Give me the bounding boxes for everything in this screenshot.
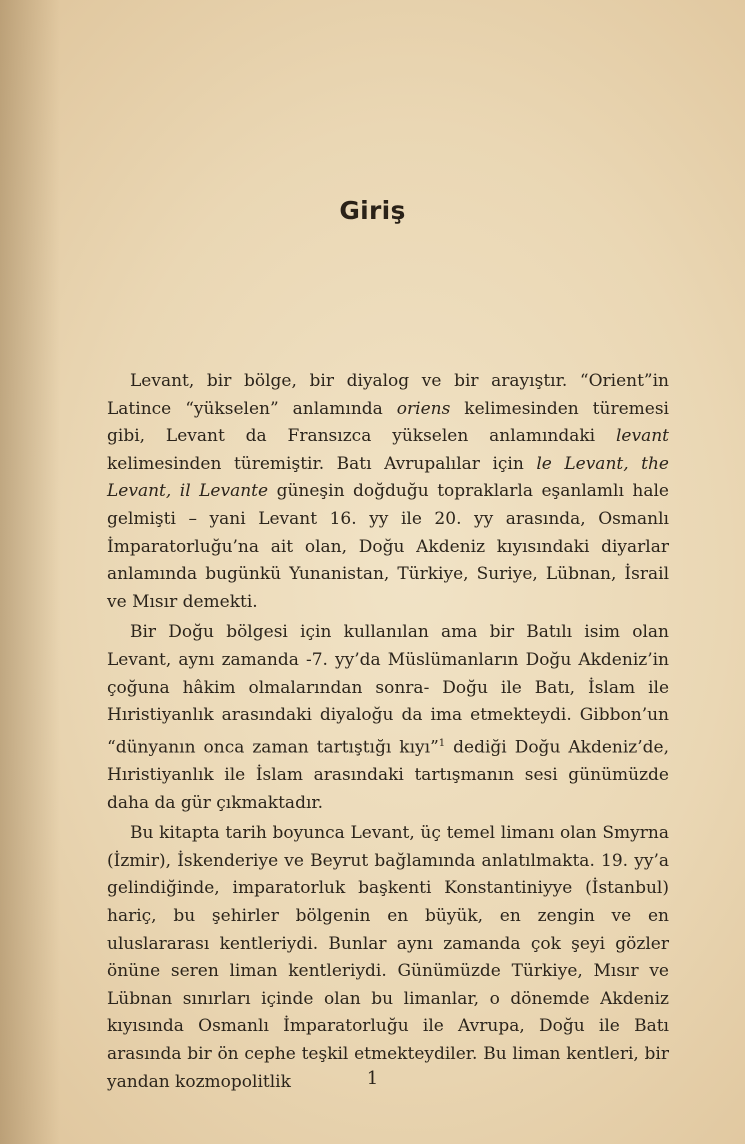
- italic-term: levant: [615, 426, 669, 447]
- paragraph-2: [107, 619, 669, 817]
- text-segment: güneşin doğduğu topraklarla eşanlamlı hale gelmişti – yani Levant 16. yy ile 20. yy arasında, Osmanlı İmparatorluğu’na ait olan, Doğu Akdeniz kıyısındaki diyarlar anlamında bugünkü Yunanistan, Türkiye, Suriye, Lübnan, İsrail ve Mısır demekti.: [107, 481, 669, 612]
- paragraph-1: [107, 368, 669, 616]
- text-segment: dediği Doğu Akdeniz’de, Hıristiyanlık ile İslam arasındaki tartışmanın sesi günümüzde daha da gür çıkmaktadır.: [107, 737, 669, 813]
- paragraph-3: [107, 820, 669, 1096]
- text-segment: Bir Doğu bölgesi için kullanılan ama bir Batılı isim olan Levant, aynı zamanda -7. yy’da Müslümanların Doğu Akdeniz’in çoğuna hâkim olmalarından sonra- Doğu ile Batı, İslam ile Hıristiyanlık arasındaki diyaloğu da ima etmekteydi. Gibbon’un “dünyanın onca zaman tartıştığı kıyı”: [107, 622, 669, 758]
- chapter-title: Giriş: [339, 196, 406, 225]
- footnote-marker: 1: [438, 737, 446, 749]
- body-text: [107, 368, 669, 1099]
- italic-term: oriens: [396, 398, 451, 419]
- text-segment: kelimesinden türemiştir. Batı Avrupalılar için: [107, 453, 537, 474]
- text-segment: kelimesinden türemesi gibi, Levant da Fransızca yükselen anlamındaki: [107, 398, 669, 447]
- page-number: 1: [366, 1068, 379, 1089]
- text-segment: Bu kitapta tarih boyunca Levant, üç temel limanı olan Smyrna (İzmir), İskenderiye ve Beyrut bağlamında anlatılmakta. 19. yy’a gelindiğinde, imparatorluk başkenti Konstantiniyye (İstanbul) hariç, bu şehirler bölgenin en büyük, en zengin ve en uluslararası kentleriydi. Bunlar aynı zamanda çok şeyi gözler önüne seren liman kentleriydi. Günümüzde Türkiye, Mısır ve Lübnan sınırları içinde olan bu limanlar, o dönemde Akdeniz kıyısında Osmanlı İmparatorluğu ile Avrupa, Doğu ile Batı arasında bir ön cephe teşkil etmekteydiler. Bu liman kentleri, bir yandan kozmopolitlik: [107, 823, 669, 1092]
- italic-term: le Levant, the Levant, il Levante: [107, 453, 669, 502]
- text-segment: Levant, bir bölge, bir diyalog ve bir arayıştır. “Orient”in Latince “yükselen” anlamında: [107, 371, 669, 419]
- gutter-shadow: [0, 0, 60, 1144]
